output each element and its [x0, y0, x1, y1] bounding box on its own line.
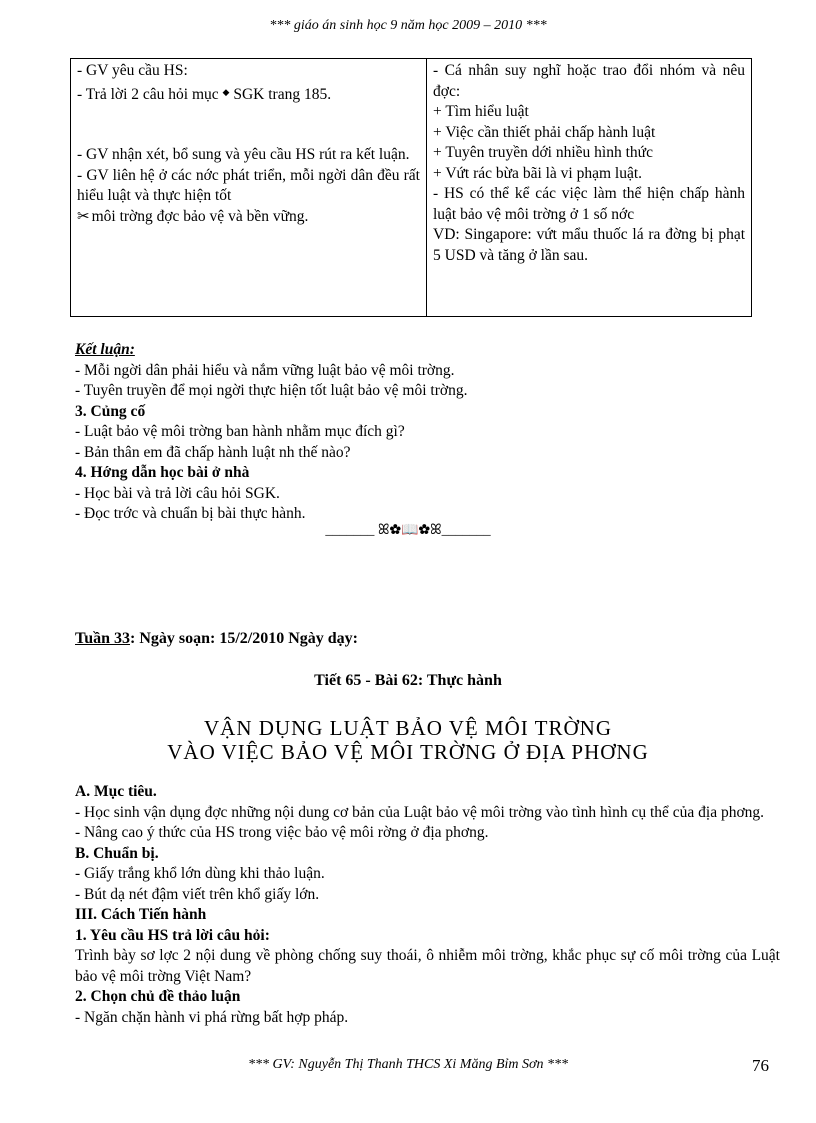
page-header: *** giáo án sinh học 9 năm học 2009 – 2010 *** [269, 18, 547, 33]
week-label: Tuần 33 [75, 630, 130, 647]
scissors-icon: ✂ [77, 208, 90, 225]
homework-item: - Học bài và trả lời câu hỏi SGK. [75, 484, 280, 502]
conclusion-item: - Mỗi ngời dân phải hiểu và nắm vững luật bảo vệ môi trờng. [75, 361, 455, 379]
page-number: 76 [752, 1056, 769, 1075]
prepare-heading: B. Chuẩn bị. [75, 844, 159, 862]
diamond-icon: ◆ [222, 86, 230, 97]
teacher-line: ✂ môi trờng đợc bảo vệ và bền vững. [77, 207, 309, 225]
student-line: - Cá nhân suy nghĩ hoặc trao đổi nhóm và nêu đợc: [433, 62, 745, 100]
activity-table [70, 58, 752, 317]
step2-text: - Ngăn chặn hành vi phá rừng bất hợp pháp. [75, 1008, 349, 1026]
teacher-line: - Trả lời 2 câu hỏi mục ◆ SGK trang 185. [77, 85, 332, 103]
homework-item: - Đọc trớc và chuẩn bị bài thực hành. [75, 505, 306, 522]
student-line: - HS có thể kể các việc làm thể hiện chấp hành luật bảo vệ môi trờng ở 1 số nớc [433, 185, 745, 223]
objectives-heading: A. Mục tiêu. [75, 783, 157, 800]
conclusion-item: - Tuyên truyền để mọi ngời thực hiện tốt luật bảo vệ môi trờng. [75, 382, 468, 399]
teacher-activity-cell [71, 59, 427, 317]
student-activity-cell [427, 59, 752, 317]
student-line: + Tìm hiểu luật [433, 103, 529, 120]
lesson-sections [75, 782, 780, 1028]
teacher-line: - GV nhận xét, bổ sung và yêu cầu HS rút ra kết luận. [77, 146, 410, 163]
ornament-divider: _______ ꕤ✿📖✿ꕤ_______ [325, 523, 491, 538]
lesson-number: Tiết 65 - Bài 62: Thực hành [314, 672, 502, 689]
student-line: + Tuyên truyền dới nhiều hình thức [433, 144, 653, 161]
lesson-body [75, 340, 775, 525]
student-line: + Vứt rác bừa bãi là vi phạm luật. [433, 164, 643, 182]
consolidate-item: - Bản thân em đã chấp hành luật nh thế nào? [75, 443, 351, 461]
page-footer: *** GV: Nguyễn Thị Thanh THCS Xi Măng Bỉm Sơn *** [247, 1057, 568, 1072]
student-line: + Việc cần thiết phải chấp hành luật [433, 123, 656, 141]
teacher-line: - GV liên hệ ở các nớc phát triển, mỗi ngời dân đều rất hiểu luật và thực hiện tốt [77, 166, 420, 204]
consolidate-heading: 3. Củng cố [75, 402, 146, 420]
prepare-item: - Bút dạ nét đậm viết trên khổ giấy lớn. [75, 885, 320, 903]
lesson-title [0, 716, 816, 764]
step2-heading: 2. Chọn chủ đề thảo luận [75, 988, 241, 1005]
week-line [75, 630, 358, 648]
step1-heading: 1. Yêu cầu HS trả lời câu hỏi: [75, 926, 270, 944]
homework-heading: 4. Hớng dẫn học bài ở nhà [75, 464, 250, 481]
objectives-item: - Nâng cao ý thức của HS trong việc bảo vệ môi rờng ở địa phơng. [75, 824, 489, 841]
title-line: VẬN DỤNG LUẬT BẢO VỆ MÔI TRỜNG [204, 716, 612, 740]
consolidate-item: - Luật bảo vệ môi trờng ban hành nhằm mục đích gì? [75, 423, 405, 440]
title-line: VÀO VIỆC BẢO VỆ MÔI TRỜNG Ở ĐỊA PHƠNG [167, 740, 649, 764]
table-row [71, 59, 752, 317]
procedure-heading: III. Cách Tiến hành [75, 906, 207, 923]
step1-text: Trình bày sơ lợc 2 nội dung về phòng chống suy thoái, ô nhiễm môi trờng, khắc phục sự cố môi trờng của Luật bảo vệ môi trờng Việt Nam? [75, 947, 780, 985]
teacher-line: - GV yêu cầu HS: [77, 62, 188, 79]
objectives-item: - Học sinh vận dụng đợc những nội dung cơ bản của Luật bảo vệ môi trờng vào tình hình cụ thể của địa phơng. [75, 803, 765, 821]
student-line: VD: Singapore: vứt mẩu thuốc lá ra đờng bị phạt 5 USD và tăng ở lần sau. [433, 226, 745, 264]
week-dates: : Ngày soạn: 15/2/2010 Ngày dạy: [130, 630, 359, 647]
prepare-item: - Giấy trắng khổ lớn dùng khi thảo luận. [75, 865, 325, 882]
conclusion-heading: Kết luận: [75, 341, 135, 358]
